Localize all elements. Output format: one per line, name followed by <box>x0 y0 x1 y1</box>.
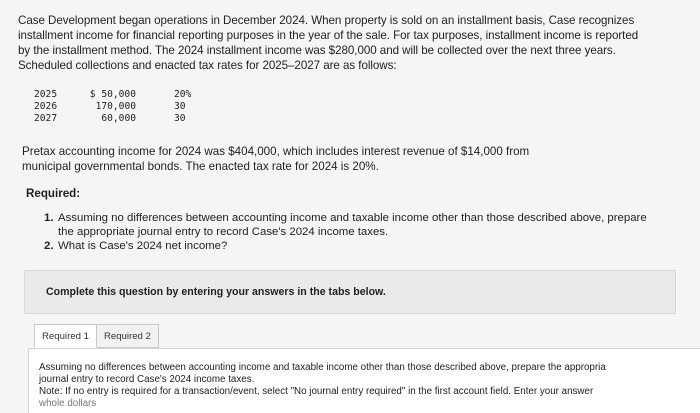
schedule-rate: 30 <box>174 101 186 112</box>
answer-tabs <box>34 324 159 348</box>
intro-line: installment income for financial reporting purposes in the year of the sale. For tax purposes, installment income is reported <box>18 29 639 42</box>
schedule-amount: $ 50,000 <box>89 89 136 100</box>
required-item-number: 1. <box>44 212 54 224</box>
panel-instructions <box>39 362 700 410</box>
schedule-rate: 20% <box>174 89 192 100</box>
required-item <box>44 212 684 239</box>
required-item-number: 2. <box>44 240 54 252</box>
required-item-line: the appropriate journal entry to record Case's 2024 income taxes. <box>58 225 389 238</box>
schedule-years <box>34 89 57 125</box>
schedule-amounts <box>62 89 136 125</box>
required-item <box>44 240 684 254</box>
panel-note: Note: If no entry is required for a transaction/event, select "No journal entry required" in the first account field. Enter your answer <box>39 386 594 397</box>
intro-line: Scheduled collections and enacted tax rates for 2025–2027 are as follows: <box>18 59 397 72</box>
schedule-amount: 170,000 <box>95 101 136 112</box>
problem-intro <box>18 13 686 73</box>
instructions-text: Complete this question by entering your answers in the tabs below. <box>46 286 386 298</box>
schedule-rate: 30 <box>174 113 186 124</box>
pretax-line: municipal governmental bonds. The enacted tax rate for 2024 is 20%. <box>22 160 379 173</box>
instructions-box <box>24 270 676 314</box>
pretax-info <box>22 144 682 174</box>
required-item-line: Assuming no differences between accounting income and taxable income other than those described above, prepare <box>58 212 647 224</box>
tab-required-1[interactable]: Required 1 <box>34 324 97 348</box>
panel-line: whole dollars <box>39 398 97 409</box>
pretax-line: Pretax accounting income for 2024 was $404,000, which includes interest revenue of $14,000 from <box>22 145 530 158</box>
schedule-year: 2025 <box>34 89 58 100</box>
panel-line: Assuming no differences between accounting income and taxable income other than those described above, prepare the appropria <box>39 362 606 373</box>
required-item-line: What is Case's 2024 net income? <box>58 240 228 252</box>
schedule-amount: 60,000 <box>101 113 136 124</box>
tab-required-2[interactable]: Required 2 <box>97 324 159 348</box>
panel-line: journal entry to record Case's 2024 income taxes. <box>39 374 255 385</box>
schedule-rates <box>174 89 208 125</box>
required-list <box>44 212 684 255</box>
tab-content-panel <box>28 348 700 413</box>
intro-line: Case Development began operations in December 2024. When property is sold on an installment basis, Case recognizes <box>18 14 635 27</box>
schedule-year: 2026 <box>34 101 58 112</box>
schedule-year: 2027 <box>34 113 58 124</box>
required-heading: Required: <box>26 187 81 200</box>
intro-line: by the installment method. The 2024 installment income was $280,000 and will be collected over the next three years. <box>18 44 616 57</box>
